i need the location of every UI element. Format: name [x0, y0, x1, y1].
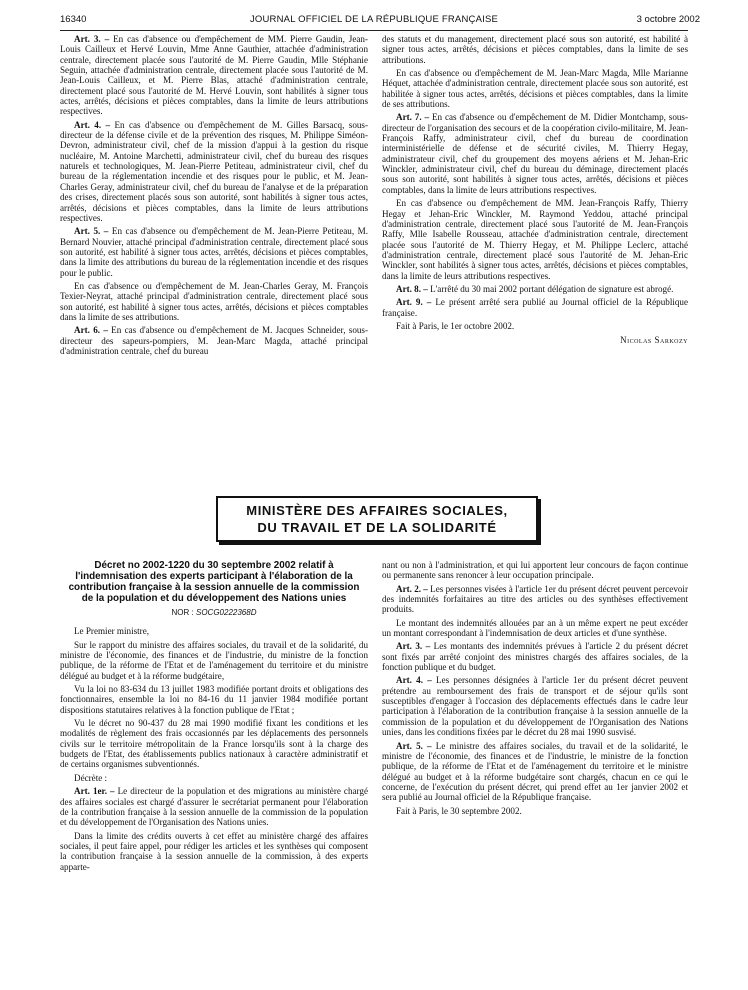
- visa-paragraph: Vu le décret no 90-437 du 28 mai 1990 modifié fixant les conditions et les modalités de règlement des frais occasionnés par les déplacements des personnels civils sur le territoire métropolitain de la France lorsqu'ils sont à la charge des budgets de l'Etat, des établissements publics nationaux à caractère administratif et de certains organismes subventionnés.: [60, 718, 368, 770]
- article-label: Art. 8. –: [396, 283, 428, 294]
- article-paragraph: [382, 560, 688, 581]
- ministry-heading-box: [216, 496, 538, 542]
- article-label: Art. 3. –: [396, 641, 431, 652]
- article-text: Les montants des indemnités prévues à l'article 2 du présent décret sont fixés par arrêté conjoint des ministres chargés des affaires sociales, de la fonction publique et du budget.: [382, 641, 688, 673]
- nor-code: SOCG0222368D: [195, 608, 257, 617]
- article-text: En cas d'absence ou d'empêchement de M. Gilles Barsacq, sous-directeur de la défense civile et de la prévention des risques, M. Philippe Siméon-Devron, administrateur civil, chef de la mission d'appui à la gestion du risque nucléaire, M. Antoine Marchetti, administrateur civil, chef du bureau des risques naturels et technologiques, M. Jean-Pierre Petiteau, administrateur civil, chef du bureau de la réglementation incendie et des risques pour le public, et M. Jean-Charles Geray, administrateur civil, chef du bureau de l'analyse et de la préparation des crises, directement placés sous son autorité, sont habilités à signer tous actes, arrêtés, décisions et pièces comptables, dans la limite de leurs attributions respectives.: [60, 119, 368, 223]
- article-label: Art. 9. –: [396, 297, 432, 308]
- premier-ministre: Le Premier ministre,: [74, 626, 150, 637]
- article-text: En cas d'absence ou d'empêchement de M. Jacques Schneider, sous-directeur des sapeurs-pompiers, M. Jean-Marc Magda, attaché principal d'administration centrale, chef du bureau: [60, 325, 368, 356]
- article-label: Art. 6. –: [74, 325, 108, 336]
- article-text: Dans la limite des crédits ouverts à cet effet au ministère chargé des affaires sociales, il peut faire appel, pour rédiger les articles et les synthèses qui composent la contribution française à la session annuelle de la commission, à des experts apparte-: [60, 830, 368, 872]
- column-3: [60, 560, 368, 875]
- article-text: des statuts et du management, directement placé sous son autorité, est habilité à signer tous actes, arrêtés, décisions et pièces comptables, dans la limite de ses attributions.: [382, 34, 688, 65]
- article-paragraph: [382, 68, 688, 109]
- article-paragraph: [382, 284, 688, 294]
- nor-label: NOR :: [171, 608, 196, 617]
- article-text: En cas d'absence ou d'empêchement de M. Jean-Marc Magda, Mlle Marianne Héquet, attachée d'administration centrale, directement placée sous son autorité, est habilitée à signer tous actes, arrêtés, décisions et pièces comptables, dans la limite de ses attributions.: [382, 68, 688, 110]
- article-paragraph: [382, 741, 688, 803]
- journal-title: JOURNAL OFFICIEL DE LA RÉPUBLIQUE FRANÇAISE: [249, 14, 499, 25]
- article-label: Art. 5. –: [74, 226, 109, 237]
- article-text: En cas d'absence ou d'empêchement de M. Didier Montchamp, sous-directeur de l'organisation des secours et de la coopération civilo-militaire, M. Jean-François Raffy, administrateur civil, chef du bureau de coordination interministérielle de défense et de sécurité civiles, M. Thierry Hegay, administrateur civil, chef du groupement des moyens aériens et M. Jehan-Eric Winckler, administrateur civil, chef du bureau du déminage, directement placés sous son autorité, sont habilités à signer tous actes, arrêtés, décisions et pièces comptables, dans la limite de leurs attributions respectives.: [382, 112, 688, 195]
- article-paragraph: [60, 325, 368, 356]
- article-label: Art. 7. –: [396, 112, 430, 123]
- page-number: 16340: [60, 14, 87, 25]
- decrete: Décrète :: [74, 772, 108, 783]
- article-text: En cas d'absence ou d'empêchement de MM. Jean-François Raffy, Thierry Hegay et Jehan-Eric Winckler, M. Raymond Yeddou, attaché principal d'administration centrale, directement placé sous l'autorité de M. Jean-François Raffy, Mlle Isabelle Rousseau, attachée d'administration centrale, directement placée sous l'autorité de M. Thierry Hegay, et M. Philippe Leclerc, attaché d'administration centrale, directement placé sous l'autorité de M. Jehan-Eric Winckler, sont habilités à signer tous actes, arrêtés, décisions et pièces comptables, dans la limite de leurs attributions respectives.: [382, 198, 688, 281]
- article-paragraph: [60, 281, 368, 322]
- article-paragraph: [382, 34, 688, 65]
- decree-title: Décret no 2002-1220 du 30 septembre 2002 relatif à l'indemnisation des experts participant à l'élaboration de la contribution française à la session annuelle de la commission de la population et du développement des Nations unies: [68, 560, 360, 604]
- article-text: Les personnes désignées à l'article 1er du présent décret peuvent prétendre au remboursement des frais de transport et de séjour qu'ils sont susceptibles d'engager à l'occasion des déplacements effectués dans le cadre leur participation à l'élaboration de la contribution française à la session annuelle de la commission de la population et du développement de l'Organisation des Nations unies, dans les conditions fixées par le décret du 28 mai 1990 susvisé.: [382, 675, 688, 738]
- article-paragraph: [382, 198, 688, 281]
- article-paragraph: [60, 226, 368, 278]
- article-paragraph: [382, 112, 688, 195]
- article-text: nant ou non à l'administration, et qui lui apportent leur concours de façon continue ou permanente sans renoncer à leur occupation principale.: [382, 560, 688, 581]
- article-text: Les personnes visées à l'article 1er du présent décret peuvent percevoir des indemnités forfaitaires au titre des articles ou des synthèses effectivement produits.: [382, 583, 688, 615]
- column-4: [382, 560, 688, 819]
- article-paragraph: [60, 786, 368, 827]
- article-text: Le montant des indemnités allouées par an à un même expert ne peut excéder un montant correspondant à l'indemnisation de deux articles et d'une synthèse.: [382, 617, 688, 639]
- article-label: Art. 3. –: [74, 34, 110, 44]
- article-text: Le ministre des affaires sociales, du travail et de la solidarité, le ministre de l'économie, des finances et de l'industrie, le ministre de la fonction publique, de la réforme de l'Etat et de l'aménagement du territoire et le ministre délégué au budget et à la réforme budgétaire sont chargés, chacun en ce qui le concerne, de l'exécution du présent décret, qui prend effet au 1er janvier 2002 et sera publié au Journal officiel de la République française.: [382, 740, 688, 803]
- article-text: En cas d'absence ou d'empêchement de M. Jean-Charles Geray, M. François Texier-Neyrat, attaché principal d'administration centrale, directement placé sous son autorité, est habilité à signer tous actes, arrêtés, décisions et pièces comptables dans la limite de ses attributions.: [60, 280, 368, 322]
- nor-reference: [60, 608, 368, 618]
- ministry-line-2: DU TRAVAIL ET DE LA SOLIDARITÉ: [257, 520, 497, 535]
- article-paragraph: [382, 618, 688, 639]
- article-text: Le directeur de la population et des migrations au ministère chargé des affaires sociales est chargé d'assurer le secrétariat permanent pour l'élaboration de la contribution française à la session annuelle de la commission de la population et du développement de l'Organisation des Nations unies.: [60, 786, 369, 828]
- column-1: [60, 34, 368, 359]
- page-header: [0, 14, 748, 28]
- visa-paragraph: Sur le rapport du ministre des affaires sociales, du travail et de la solidarité, du ministre de l'économie, des finances et de l'industrie, du ministre de la fonction publique, de la réforme de l'Etat et de l'aménagement du territoire et du ministre délégué au budget et à la réforme budgétaire,: [60, 639, 368, 681]
- article-paragraph: [382, 584, 688, 615]
- visa-paragraph: Vu la loi no 83-634 du 13 juillet 1983 modifiée portant droits et obligations des fonctionnaires, ensemble la loi no 84-16 du 11 janvier 1984 modifiée portant dispositions statutaires relatives à la fonction publique de l'Etat ;: [60, 684, 368, 715]
- article-label: Art. 2. –: [396, 583, 428, 594]
- article-paragraph: [60, 34, 368, 117]
- article-label: Art. 4. –: [74, 119, 111, 130]
- signer-name: Nicolas Sarkozy: [620, 335, 688, 346]
- article-paragraph: [382, 641, 688, 672]
- decree-place-date: Fait à Paris, le 30 septembre 2002.: [396, 805, 522, 816]
- column-2: [382, 34, 688, 346]
- article-paragraph: [60, 831, 368, 872]
- signature-place-date: Fait à Paris, le 1er octobre 2002.: [396, 320, 515, 331]
- article-text: En cas d'absence ou d'empêchement de M. Jean-Pierre Petiteau, M. Bernard Nouvier, attaché principal d'administration centrale, directement placé sous son autorité, est habilité à signer tous actes, arrêtés, décisions et pièces comptables, dans la limite des attributions du bureau de la réglementation incendie et des risques pour le public.: [60, 226, 368, 278]
- article-label: Art. 1er. –: [74, 786, 115, 797]
- header-rule: [60, 30, 688, 31]
- issue-date: 3 octobre 2002: [636, 14, 700, 25]
- article-text: L'arrêté du 30 mai 2002 portant délégation de signature est abrogé.: [427, 283, 674, 294]
- article-text: Le présent arrêté sera publié au Journal officiel de la République française.: [382, 297, 689, 318]
- article-label: Art. 4. –: [396, 675, 432, 686]
- article-paragraph: [60, 120, 368, 223]
- article-paragraph: [382, 297, 688, 318]
- article-text: En cas d'absence ou d'empêchement de MM. Pierre Gaudin, Jean-Louis Cailleux et Hervé Louvin, Mme Anne Gauthier, attachée d'administration centrale, directement placée sous l'autorité de M. Pierre Gaudin, Mlle Stéphanie Seguin, attachée d'administration centrale, directement placée sous l'autorité de M. Jean-Louis Cailleux, et M. Pierre Blas, attaché d'administration centrale, directement placé sous l'autorité de M. Hervé Louvin, sont habilités à signer tous actes, arrêtés, décisions et pièces comptables, dans la limite de leurs attributions respectives.: [60, 34, 368, 117]
- article-paragraph: [382, 675, 688, 737]
- article-label: Art. 5. –: [396, 740, 432, 751]
- ministry-line-1: MINISTÈRE DES AFFAIRES SOCIALES,: [246, 503, 508, 518]
